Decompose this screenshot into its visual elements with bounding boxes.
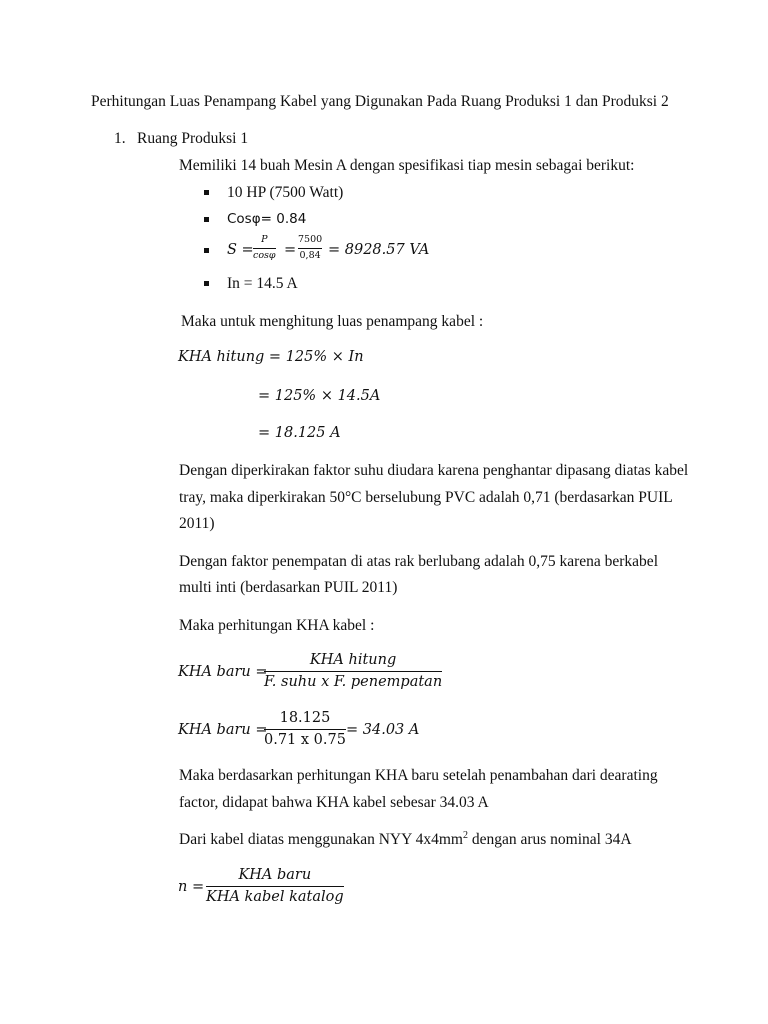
kha-baru-formula-lhs: KHA baru = xyxy=(178,664,268,680)
fraction-numerator: P xyxy=(261,234,268,245)
intro-text: Memiliki 14 buah Mesin A dengan spesifikasi tiap mesin sebagai berikut: xyxy=(179,157,635,174)
paragraph-nyy xyxy=(179,831,632,849)
kha-hitung-line2: = 125% × 14.5A xyxy=(258,388,381,404)
section-heading: Ruang Produksi 1 xyxy=(137,130,249,147)
fraction-bar xyxy=(264,729,346,730)
fraction-denominator: F. suhu x F. penempatan xyxy=(264,673,443,690)
bullet-marker xyxy=(204,217,209,222)
kha-baru-formula-fraction xyxy=(264,652,442,690)
spec-s-result: = 8928.57 VA xyxy=(328,242,430,258)
paragraph-suhu-line2: tray, maka diperkirakan 50°C berselubung PVC adalah 0,71 (berdasarkan PUIL xyxy=(179,489,673,506)
paragraph-suhu-line3: 2011) xyxy=(179,515,215,532)
paragraph-nyy-after: dengan arus nominal 34A xyxy=(467,831,632,848)
n-formula-lhs: n = xyxy=(178,879,205,895)
fraction-numerator: 18.125 xyxy=(279,710,331,726)
spec-s-eq: = xyxy=(284,242,297,258)
superscript-two: 2 xyxy=(462,829,468,841)
spec-hp: 10 HP (7500 Watt) xyxy=(227,184,344,201)
paragraph-dearating-line1: Maka berdasarkan perhitungan KHA baru setelah penambahan dari dearating xyxy=(179,767,658,784)
paragraph-suhu-line1: Dengan diperkirakan faktor suhu diudara karena penghantar dipasang diatas kabel xyxy=(179,462,689,479)
fraction-numerator: 7500 xyxy=(298,234,323,245)
paragraph-nyy-before: Dari kabel diatas menggunakan NYY 4x4mm xyxy=(179,831,463,848)
kha-baru-calc-lhs: KHA baru = xyxy=(178,722,268,738)
fraction-bar xyxy=(264,671,442,672)
paragraph-maka-kha: Maka perhitungan KHA kabel : xyxy=(179,617,375,634)
fraction-denominator: 0,84 xyxy=(299,249,321,261)
fraction-denominator: KHA kabel katalog xyxy=(206,888,344,905)
kha-hitung-line3: = 18.125 A xyxy=(258,425,341,441)
bullet-marker xyxy=(204,281,209,286)
kha-baru-calc-fraction xyxy=(264,710,346,748)
fraction-denominator: cosφ xyxy=(253,249,276,261)
fraction-denominator: 0.71 x 0.75 xyxy=(264,731,346,748)
spec-cos: Cosφ= 0.84 xyxy=(227,211,307,227)
fraction-bar xyxy=(253,248,276,249)
bullet-marker xyxy=(204,248,209,253)
spec-in: In = 14.5 A xyxy=(227,275,298,292)
kha-hitung-line1: KHA hitung = 125% × In xyxy=(178,349,364,365)
fraction-bar xyxy=(298,248,322,249)
fraction-bar xyxy=(206,886,344,887)
paragraph-dearating-line2: factor, didapat bahwa KHA kabel sebesar 34.03 A xyxy=(179,794,489,811)
spec-s-fraction-2 xyxy=(298,235,322,262)
fraction-numerator: KHA baru xyxy=(238,867,312,883)
n-formula-fraction xyxy=(206,867,344,905)
spec-s-lhs: S = xyxy=(227,242,254,258)
paragraph-penempatan-line1: Dengan faktor penempatan di atas rak berlubang adalah 0,75 karena berkabel xyxy=(179,553,658,570)
page-title: Perhitungan Luas Penampang Kabel yang Digunakan Pada Ruang Produksi 1 dan Produksi 2 xyxy=(91,93,669,110)
paragraph-maka-luas: Maka untuk menghitung luas penampang kabel : xyxy=(181,313,484,330)
bullet-marker xyxy=(204,190,209,195)
fraction-numerator: KHA hitung xyxy=(309,652,397,668)
spec-s-fraction-1 xyxy=(253,235,276,262)
section-number: 1. xyxy=(114,130,126,147)
kha-baru-calc-result: = 34.03 A xyxy=(346,722,420,738)
paragraph-penempatan-line2: multi inti (berdasarkan PUIL 2011) xyxy=(179,579,398,596)
